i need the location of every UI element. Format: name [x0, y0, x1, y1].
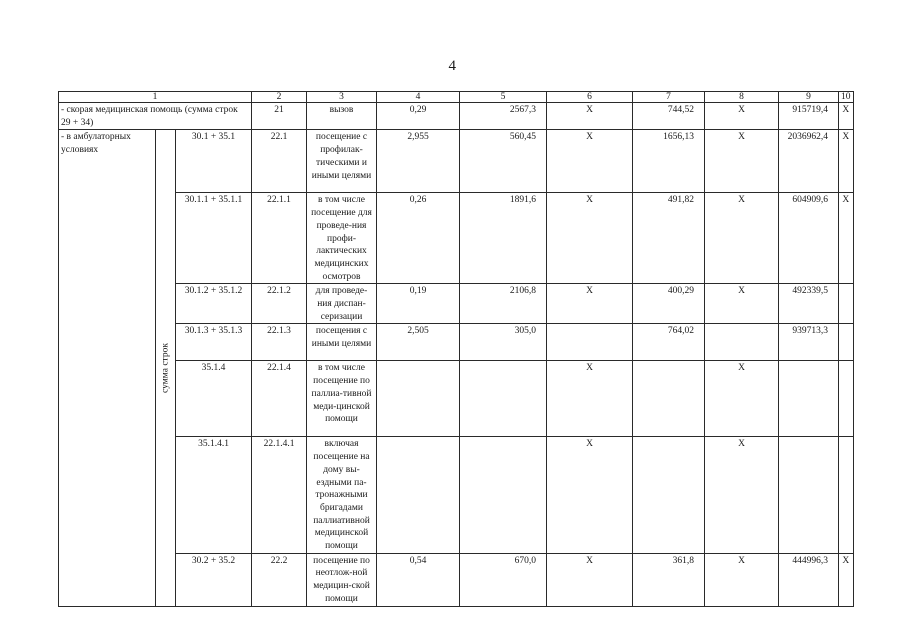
financing-table — [58, 91, 854, 607]
value-cell: 444996,3 — [779, 553, 839, 606]
value-cell: X — [547, 284, 633, 324]
value-cell: 2567,3 — [460, 103, 547, 130]
column-header: 2 — [252, 92, 307, 103]
column-header: 10 — [839, 92, 854, 103]
value-cell: X — [705, 284, 779, 324]
unit-cell: посещения с иными целями — [307, 324, 377, 361]
column-header: 5 — [460, 92, 547, 103]
unit-cell: в том числе посещение по паллиа-тивной меди-цинской помощи — [307, 361, 377, 437]
row-reference: 30.2 + 35.2 — [176, 553, 252, 606]
table-row — [59, 130, 854, 193]
value-cell: X — [705, 553, 779, 606]
value-cell: X — [547, 553, 633, 606]
value-cell — [839, 437, 854, 553]
unit-cell: включая посещение на дому вы-ездными па-тронажными бригадами паллиативной медицинской помощи — [307, 437, 377, 553]
line-number: 22.2 — [252, 553, 307, 606]
value-cell — [779, 437, 839, 553]
unit-cell: посещение по неотлож-ной медицин-ской помощи — [307, 553, 377, 606]
value-cell — [839, 284, 854, 324]
value-cell: 492339,5 — [779, 284, 839, 324]
table-row — [59, 193, 854, 284]
value-cell: X — [705, 193, 779, 284]
row-reference: 30.1 + 35.1 — [176, 130, 252, 193]
value-cell — [633, 361, 705, 437]
value-cell: 604909,6 — [779, 193, 839, 284]
value-cell: X — [547, 437, 633, 553]
row-reference: 30.1.1 + 35.1.1 — [176, 193, 252, 284]
value-cell — [460, 437, 547, 553]
row-label: - скорая медицинская помощь (сумма строк 29 + 34) — [59, 103, 252, 130]
value-cell — [460, 361, 547, 437]
row-label: - в амбулаторных условиях — [59, 130, 156, 606]
column-number-row — [59, 92, 854, 103]
group-label: сумма строк — [160, 343, 171, 393]
value-cell: 744,52 — [633, 103, 705, 130]
line-number: 22.1.4.1 — [252, 437, 307, 553]
value-cell: 491,82 — [633, 193, 705, 284]
value-cell: X — [705, 437, 779, 553]
value-cell: 939713,3 — [779, 324, 839, 361]
line-number: 22.1.2 — [252, 284, 307, 324]
unit-cell: посещение с профилак-тическими и иными целями — [307, 130, 377, 193]
column-header: 1 — [59, 92, 252, 103]
table-row — [59, 284, 854, 324]
value-cell: 560,45 — [460, 130, 547, 193]
value-cell: 2,505 — [377, 324, 460, 361]
value-cell — [547, 324, 633, 361]
value-cell: X — [839, 553, 854, 606]
value-cell: X — [839, 193, 854, 284]
column-header: 6 — [547, 92, 633, 103]
value-cell — [377, 437, 460, 553]
column-header: 7 — [633, 92, 705, 103]
row-reference: 30.1.3 + 35.1.3 — [176, 324, 252, 361]
value-cell: 1891,6 — [460, 193, 547, 284]
value-cell: X — [547, 361, 633, 437]
unit-cell: вызов — [307, 103, 377, 130]
value-cell: 400,29 — [633, 284, 705, 324]
value-cell — [839, 324, 854, 361]
line-number: 21 — [252, 103, 307, 130]
value-cell: X — [705, 361, 779, 437]
line-number: 22.1.3 — [252, 324, 307, 361]
row-reference: 35.1.4.1 — [176, 437, 252, 553]
table-row — [59, 437, 854, 553]
value-cell: 670,0 — [460, 553, 547, 606]
line-number: 22.1.4 — [252, 361, 307, 437]
line-number: 22.1 — [252, 130, 307, 193]
value-cell — [377, 361, 460, 437]
table-row — [59, 324, 854, 361]
table-row-ambulance — [59, 103, 854, 130]
value-cell: X — [547, 193, 633, 284]
group-label-cell — [156, 130, 176, 606]
value-cell: X — [839, 103, 854, 130]
value-cell: 764,02 — [633, 324, 705, 361]
table-row — [59, 553, 854, 606]
value-cell — [705, 324, 779, 361]
value-cell: X — [547, 130, 633, 193]
column-header: 9 — [779, 92, 839, 103]
line-number: 22.1.1 — [252, 193, 307, 284]
value-cell: 305,0 — [460, 324, 547, 361]
value-cell: 0,26 — [377, 193, 460, 284]
value-cell: 0,19 — [377, 284, 460, 324]
value-cell: 1656,13 — [633, 130, 705, 193]
table-row — [59, 361, 854, 437]
value-cell: 361,8 — [633, 553, 705, 606]
value-cell: X — [705, 130, 779, 193]
column-header: 8 — [705, 92, 779, 103]
value-cell — [779, 361, 839, 437]
row-reference: 30.1.2 + 35.1.2 — [176, 284, 252, 324]
value-cell: 0,54 — [377, 553, 460, 606]
page-number: 4 — [448, 58, 457, 74]
value-cell: 0,29 — [377, 103, 460, 130]
value-cell: 2036962,4 — [779, 130, 839, 193]
column-header: 4 — [377, 92, 460, 103]
value-cell: X — [705, 103, 779, 130]
value-cell: 2,955 — [377, 130, 460, 193]
value-cell — [633, 437, 705, 553]
value-cell: 915719,4 — [779, 103, 839, 130]
unit-cell: в том числе посещение для проведе-ния профи-лактических медицинских осмотров — [307, 193, 377, 284]
value-cell: 2106,8 — [460, 284, 547, 324]
column-header: 3 — [307, 92, 377, 103]
unit-cell: для проведе-ния диспан-серизации — [307, 284, 377, 324]
value-cell: X — [839, 130, 854, 193]
value-cell: X — [547, 103, 633, 130]
row-reference: 35.1.4 — [176, 361, 252, 437]
value-cell — [839, 361, 854, 437]
